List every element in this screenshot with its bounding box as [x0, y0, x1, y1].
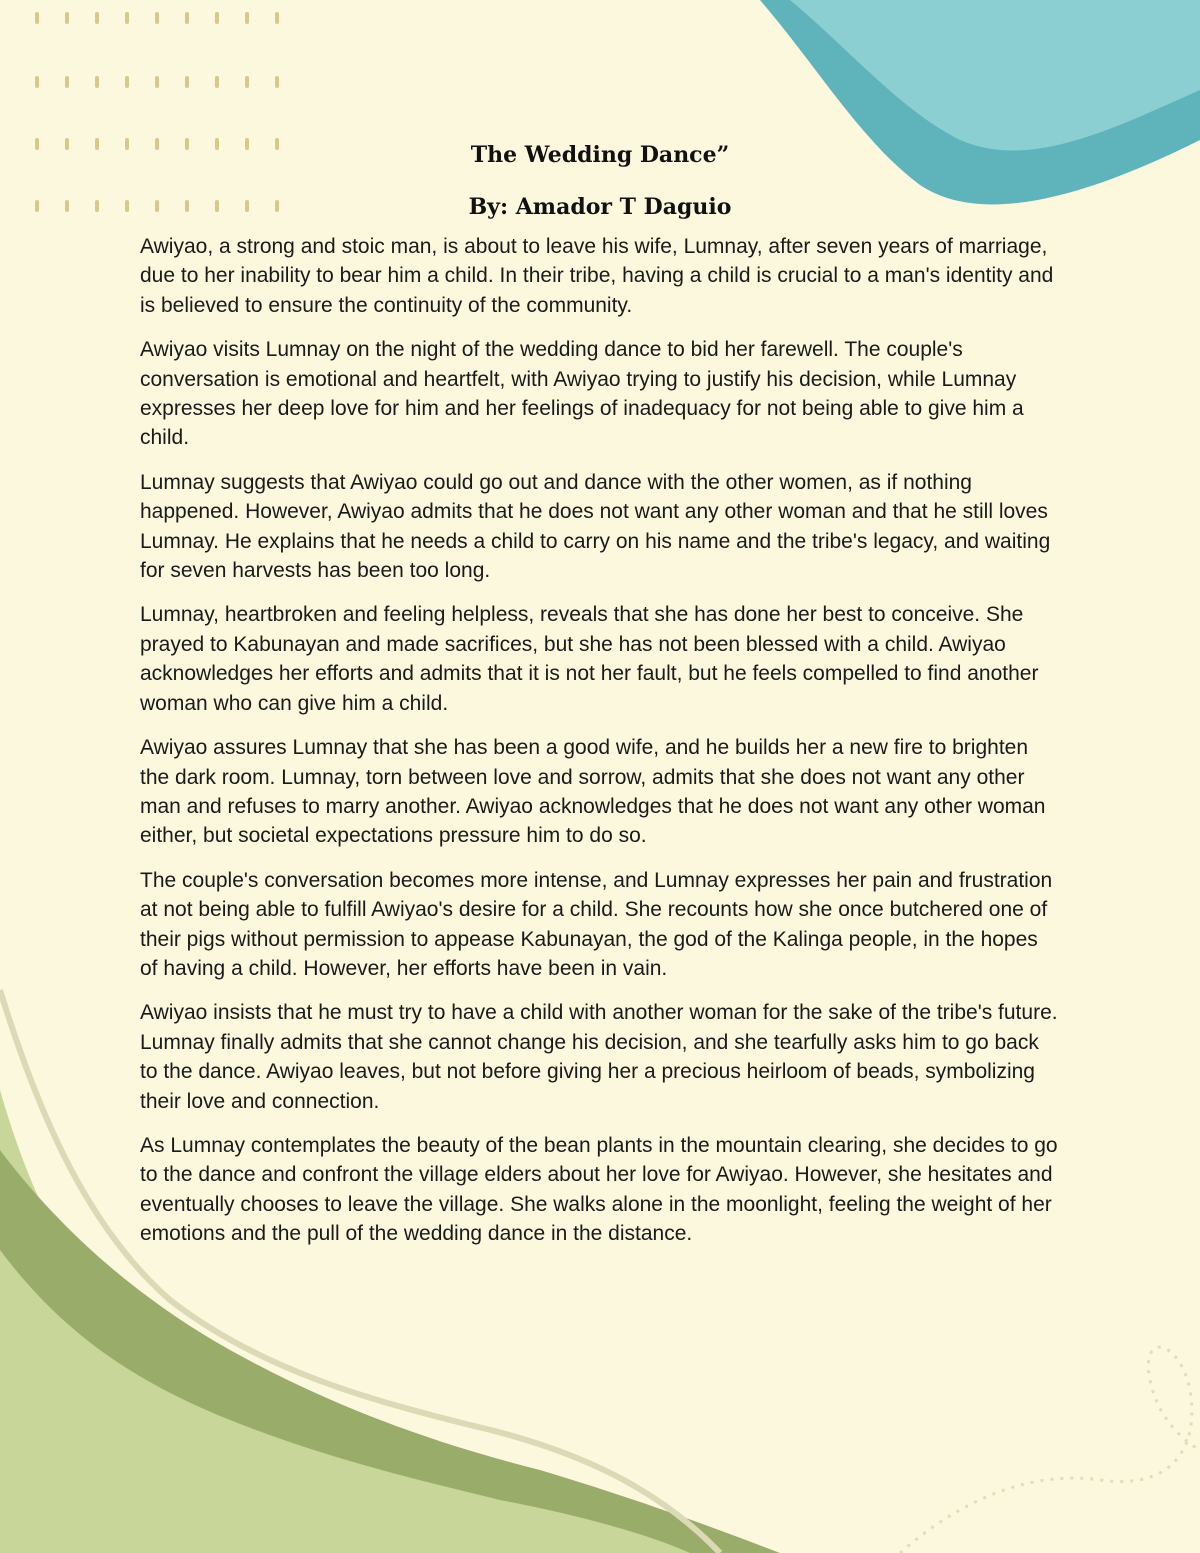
document-title: The Wedding Dance” — [470, 142, 730, 168]
paragraph: As Lumnay contemplates the beauty of the bean plants in the mountain clearing, she decides to go to the dance and confront the village elders about her love for Awiyao. However, she hesitates and eventually chooses to leave the village. She walks alone in the moonlight, feeling the weight of her emotions and the pull of the wedding dance in the distance. — [140, 1133, 1058, 1246]
paragraph: Lumnay, heartbroken and feeling helpless, reveals that she has done her best to conceive. She prayed to Kabunayan and made sacrifices, but she has not been blessed with a child. Awiyao acknowledges her efforts and admits that it is not her fault, but he feels compelled to find another woman who can give him a child. — [140, 603, 1039, 715]
paragraph: Awiyao visits Lumnay on the night of the wedding dance to bid her farewell. The couple's conversation is emotional and heartfelt, with Awiyao trying to justify his decision, while Lumnay expresses her deep love for him and her feelings of inadequacy for not being able to give him a child. — [140, 338, 1024, 450]
paragraph: Lumnay suggests that Awiyao could go out and dance with the other women, as if nothing happened. However, Awiyao admits that he does not want any other woman and that he still loves Lumnay. He explains that he needs a child to carry on his name and the tribe's legacy, and waiting for seven harvests has been too long. — [140, 470, 1051, 583]
paragraph: Awiyao assures Lumnay that she has been a good wife, and he builds her a new fire to brighten the dark room. Lumnay, torn between love and sorrow, admits that she does not want any other man and refuses to marry another. Awiyao acknowledges that he does not want any other woman either, but societal expectations pressure him to do so. — [140, 736, 1046, 848]
document-body — [140, 140, 1060, 1264]
dotted-swirl — [900, 1347, 1200, 1553]
paragraph: The couple's conversation becomes more intense, and Lumnay expresses her pain and frustration at not being able to fulfill Awiyao's desire for a child. She recounts how she once butchered one of their pigs without permission to appease Kabunayan, the god of the Kalinga people, in the hopes of having a child. However, her efforts have been in vain. — [140, 868, 1053, 980]
document-author: By: Amador T Daguio — [468, 194, 732, 220]
paragraph: Awiyao insists that he must try to have a child with another woman for the sake of the tribe's future. Lumnay finally admits that she cannot change his decision, and she tearfully asks him to go back to the dance. Awiyao leaves, but not before giving her a precious heirloom of beads, symbolizing their love and connection. — [140, 1001, 1058, 1113]
paragraph: Awiyao, a strong and stoic man, is about to leave his wife, Lumnay, after seven years of marriage, due to her inability to bear him a child. In their tribe, having a child is crucial to a man's identity and is believed to ensure the continuity of the community. — [140, 235, 1054, 317]
